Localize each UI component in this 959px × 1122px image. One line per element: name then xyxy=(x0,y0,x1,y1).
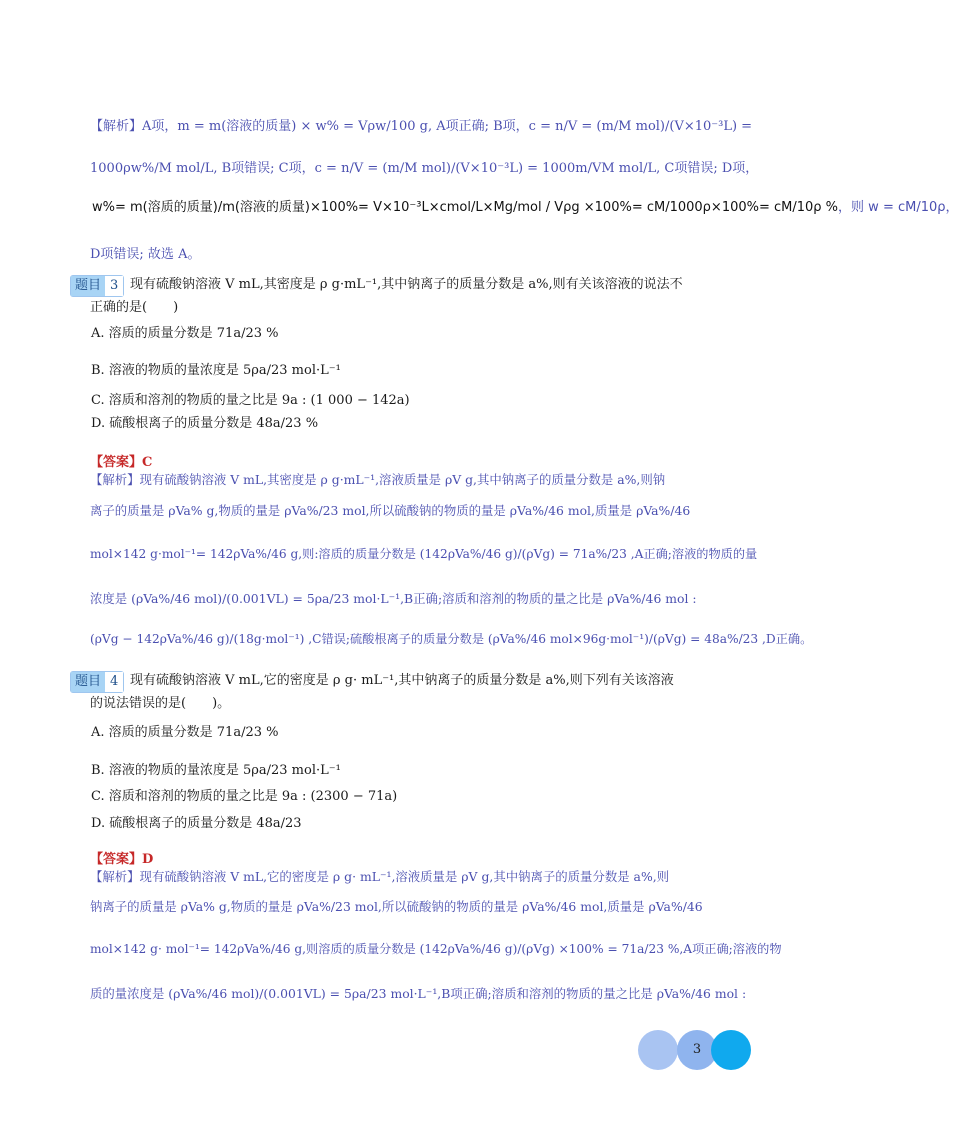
q2-formula-body: w%= m(溶质的质量)/m(溶液的质量)×100%= V×10⁻³L×cmol/L×Mg/mol / Vρg ×100%= cM/1000ρ×100%= cM/10ρ % xyxy=(92,200,839,215)
question-4-text-line-1: 现有硫酸钠溶液 V mL,它的密度是 ρ g· mL⁻¹,其中钠离子的质量分数是 a%,则下列有关该溶液 xyxy=(130,673,674,688)
question-4-option-a: A. 溶质的质量分数是 71a/23 % xyxy=(91,725,279,740)
question-3-explanation-line-2: 离子的质量是 ρVa% g,物质的量是 ρVa%/23 mol,所以硫酸钠的物质的量是 ρVa%/46 mol,质量是 ρVa%/46 xyxy=(90,503,691,518)
question-4-option-d: D. 硫酸根离子的质量分数是 48a/23 xyxy=(91,816,302,831)
question-3-option-d: D. 硫酸根离子的质量分数是 48a/23 % xyxy=(91,416,319,431)
question-3-text-line-2: 正确的是( ) xyxy=(90,300,179,315)
question-badge-label: 题目 xyxy=(71,672,105,692)
question-3-badge xyxy=(70,275,124,297)
question-4-explanation-line-4: 质的量浓度是 (ρVa%/46 mol)/(0.001VL) = 5ρa/23 mol·L⁻¹,B项正确;溶质和溶剂的物质的量之比是 ρVa%/46 mol : xyxy=(90,986,747,1001)
q2-explanation-line-1: 【解析】A项，m = m(溶液的质量) × w% = Vρw/100 g, A项正确; B项，c = n/V = (m/M mol)/(V×10⁻³L) = xyxy=(90,119,753,134)
question-4-option-b: B. 溶液的物质的量浓度是 5ρa/23 mol·L⁻¹ xyxy=(91,763,341,778)
q2-formula xyxy=(92,196,959,215)
question-4-explanation-line-1: 【解析】现有硫酸钠溶液 V mL,它的密度是 ρ g· mL⁻¹,溶液质量是 ρV g,其中钠离子的质量分数是 a%,则 xyxy=(90,869,670,884)
q2-explanation-line-2: 1000ρw%/M mol/L, B项错误; C项，c = n/V = (m/M mol)/(V×10⁻³L) = 1000m/VM mol/L, C项错误; D项， xyxy=(90,161,759,176)
page-dot-right xyxy=(711,1030,751,1070)
question-badge-number: 4 xyxy=(105,672,123,692)
question-badge-number: 3 xyxy=(105,276,123,296)
question-3-explanation-line-1: 【解析】现有硫酸钠溶液 V mL,其密度是 ρ g·mL⁻¹,溶液质量是 ρV g,其中钠离子的质量分数是 a%,则钠 xyxy=(90,472,666,487)
question-3-explanation-line-4: 浓度是 (ρVa%/46 mol)/(0.001VL) = 5ρa/23 mol·L⁻¹,B正确;溶质和溶剂的物质的量之比是 ρVa%/46 mol : xyxy=(90,591,697,606)
question-3-explanation-line-5: (ρVg − 142ρVa%/46 g)/(18g·mol⁻¹) ,C错误;硫酸根离子的质量分数是 (ρVa%/46 mol×96g·mol⁻¹)/(ρVg) = 48a%/23 ,D正确。 xyxy=(90,632,813,646)
question-badge-label: 题目 xyxy=(71,276,105,296)
question-3-explanation-line-3: mol×142 g·mol⁻¹= 142ρVa%/46 g,则:溶质的质量分数是 (142ρVa%/46 g)/(ρVg) = 71a%/23 ,A正确;溶液的物质的量 xyxy=(90,547,758,561)
page-number: 3 xyxy=(692,1042,702,1057)
q2-explanation-line-4: D项错误; 故选 A。 xyxy=(90,247,201,262)
question-4-explanation-line-2: 钠离子的质量是 ρVa% g,物质的量是 ρVa%/23 mol,所以硫酸钠的物质的量是 ρVa%/46 mol,质量是 ρVa%/46 xyxy=(90,899,703,914)
question-3-option-a: A. 溶质的质量分数是 71a/23 % xyxy=(91,326,279,341)
question-4-option-c: C. 溶质和溶剂的物质的量之比是 9a : (2300 − 71a) xyxy=(91,789,398,804)
page-dot-left xyxy=(638,1030,678,1070)
question-3-answer: 【答案】C xyxy=(90,455,153,470)
question-3-text-line-1: 现有硫酸钠溶液 V mL,其密度是 ρ g·mL⁻¹,其中钠离子的质量分数是 a%,则有关该溶液的说法不 xyxy=(130,277,683,292)
question-4-answer: 【答案】D xyxy=(90,852,154,867)
q2-formula-tail: ，则 w = cM/10ρ， xyxy=(838,200,959,215)
question-4-badge xyxy=(70,671,124,693)
question-4-text-line-2: 的说法错误的是( )。 xyxy=(90,696,231,711)
question-4-explanation-line-3: mol×142 g· mol⁻¹= 142ρVa%/46 g,则溶质的质量分数是 (142ρVa%/46 g)/(ρVg) ×100% = 71a/23 %,A项正确;溶液的物 xyxy=(90,942,782,956)
question-3-option-c: C. 溶质和溶剂的物质的量之比是 9a : (1 000 − 142a) xyxy=(91,393,410,408)
question-3-option-b: B. 溶液的物质的量浓度是 5ρa/23 mol·L⁻¹ xyxy=(91,363,341,378)
